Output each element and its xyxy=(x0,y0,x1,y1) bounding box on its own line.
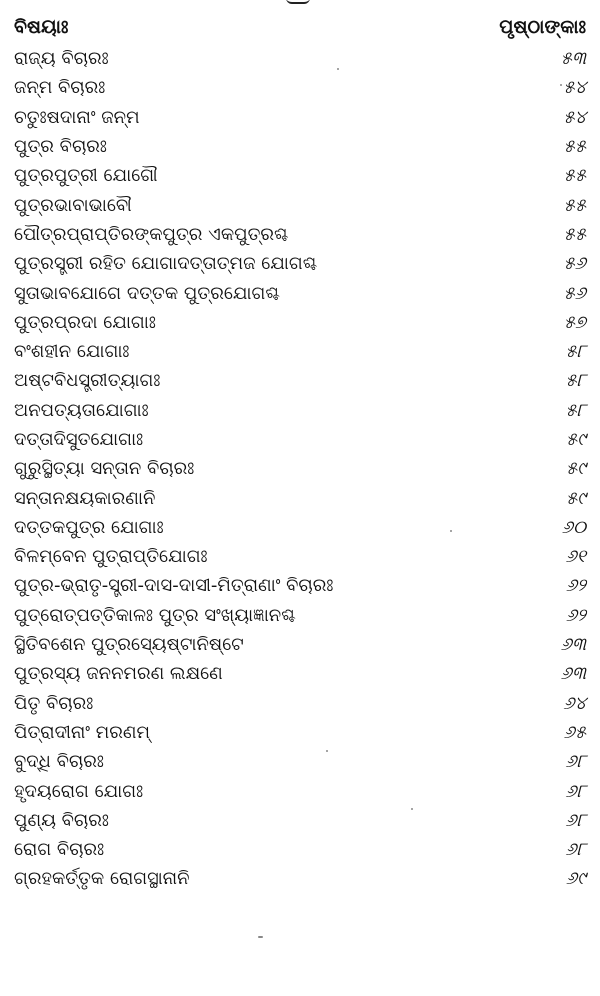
entry-title: ଗ୍ରହକର୍ତ୍ତୃକ ରୋଗସ୍ଥାନାନି xyxy=(14,868,190,890)
entry-page-number: ୬୦ xyxy=(561,516,586,538)
entry-page-number: ୫୪ xyxy=(563,106,586,128)
contents-row xyxy=(14,718,586,747)
entry-title: ରାଜ୍ୟ ବିଚାରଃ xyxy=(14,48,109,70)
contents-row xyxy=(14,806,586,835)
entry-title: ଚତୁଃଷଦାନାଂ ଜନ୍ମ xyxy=(14,106,140,128)
entry-page-number: ୫୫ xyxy=(563,165,586,187)
entry-page-number: ୫୮ xyxy=(565,341,586,363)
entry-page-number: ୫୯ xyxy=(565,487,586,509)
contents-row xyxy=(14,513,586,542)
entry-page-number: ୬୮ xyxy=(565,839,586,861)
entry-title: ଜନ୍ମ ବିଚାରଃ xyxy=(14,77,106,99)
entry-page-number: ୬୫ xyxy=(563,721,586,743)
entry-title: ଦତ୍ତକପୁତ୍ର ଯୋଗାଃ xyxy=(14,516,164,538)
print-speck xyxy=(411,808,413,810)
contents-row xyxy=(14,630,586,659)
contents-row xyxy=(14,571,586,600)
contents-row xyxy=(14,73,586,102)
contents-row xyxy=(14,454,586,483)
entry-title: ପୁତ୍ରସ୍ୟ ଜନନମରଣ ଲକ୍ଷଣେ xyxy=(14,663,223,685)
entry-title: ପୁତ୍ର ବିଚାରଃ xyxy=(14,136,107,158)
entry-page-number: ୬୮ xyxy=(565,780,586,802)
entry-title: ପୁତ୍ରପ୍ରଦା ଯୋଗାଃ xyxy=(14,311,156,333)
print-speck xyxy=(560,84,562,86)
entry-title: ଦତ୍ତାଦିସୁତଯୋଗାଃ xyxy=(14,429,144,450)
entry-page-number: ୫୬ xyxy=(563,253,586,275)
contents-row xyxy=(14,864,586,893)
contents-row xyxy=(14,308,586,337)
contents-row xyxy=(14,689,586,718)
entry-page-number: ୬୮ xyxy=(565,809,586,831)
entry-page-number: ୬୨ xyxy=(565,604,586,626)
entry-title: ଅଷ୍ଟବିଧସ୍ତ୍ରୀତ୍ୟାଗଃ xyxy=(14,370,161,392)
entry-page-number: ୬୩ xyxy=(560,634,586,656)
contents-row xyxy=(14,542,586,571)
contents-row xyxy=(14,483,586,512)
entry-title: ପୁତ୍ରଭାବାଭାବୌ xyxy=(14,194,132,216)
print-speck xyxy=(337,68,339,70)
entry-title: ପିତୃ ବିଚାରଃ xyxy=(14,692,94,714)
entry-page-number: ୫୩ xyxy=(560,48,586,70)
entry-page-number: ୬୩ xyxy=(560,663,586,685)
contents-header xyxy=(14,14,586,40)
contents-row xyxy=(14,601,586,630)
entry-title: ସୁତାଭାବଯୋଗେ ଦତ୍ତକ ପୁତ୍ରଯୋଗଶ୍ଚ xyxy=(14,282,280,304)
entry-title: ଅନପତ୍ୟତାଯୋଗାଃ xyxy=(14,399,149,421)
contents-list xyxy=(14,44,586,894)
entry-title: ସ୍ଥିତିବଶେନ ପୁତ୍ରସ୍ୟେଷ୍ଟାନିଷ୍ଟେ xyxy=(14,634,244,656)
page-top-mark xyxy=(286,0,310,4)
contents-row xyxy=(14,396,586,425)
entry-page-number: ୫୭ xyxy=(563,311,586,333)
contents-row xyxy=(14,132,586,161)
entry-title: ବିଳମ୍ବେନ ପୁତ୍ରାପ୍ତିଯୋଗଃ xyxy=(14,546,208,568)
contents-row xyxy=(14,249,586,278)
contents-row xyxy=(14,425,586,454)
contents-row xyxy=(14,835,586,864)
entry-page-number: ୫୬ xyxy=(563,282,586,304)
entry-title: ପୌତ୍ରପ୍ରାପ୍ତିରଙ୍କପୁତ୍ର ଏକପୁତ୍ରଶ୍ଚ xyxy=(14,223,289,245)
page-column-heading: ପୃଷ୍ଠାଙ୍କାଃ xyxy=(499,16,586,38)
print-speck xyxy=(258,936,263,938)
contents-row xyxy=(14,776,586,805)
entry-title: ପୁତ୍ରପୁତ୍ରୀ ଯୋଗୌ xyxy=(14,165,158,187)
entry-title: ପିତ୍ରାଦୀନାଂ ମରଣମ୍ xyxy=(14,721,150,743)
contents-row xyxy=(14,747,586,776)
entry-page-number: ୬୧ xyxy=(565,546,586,568)
entry-page-number: ୬୯ xyxy=(565,868,586,890)
entry-title: ପୁତ୍ରୋତ୍ପତ୍ତିକାଳଃ ପୁତ୍ର ସଂଖ୍ୟାଜ୍ଞାନଶ୍ଚ xyxy=(14,604,296,626)
contents-row xyxy=(14,44,586,73)
entry-page-number: ୫୮ xyxy=(565,399,586,421)
entry-page-number: ୫୯ xyxy=(565,429,586,450)
entry-title: ରୋଗ ବିଚାରଃ xyxy=(14,839,105,861)
entry-page-number: ୬୪ xyxy=(563,692,586,714)
subject-column-heading: ବିଷୟାଃ xyxy=(14,16,69,38)
entry-page-number: ୬୮ xyxy=(565,751,586,773)
entry-title: ହୃଦୟରୋଗ ଯୋଗଃ xyxy=(14,780,144,802)
entry-page-number: ୫୮ xyxy=(565,370,586,392)
entry-title: ଗୁରୁସ୍ଥିତ୍ୟା ସନ୍ତାନ ବିଚାରଃ xyxy=(14,458,195,480)
print-speck xyxy=(326,750,328,752)
entry-page-number: ୫୫ xyxy=(563,136,586,158)
entry-title: ପୁତ୍ରସ୍ତ୍ରୀ ରହିତ ଯୋଗାଦତ୍ତାତ୍ମଜ ଯୋଗଶ୍ଚ xyxy=(14,253,318,275)
entry-title: ବୁଦ୍ଧି ବିଚାରଃ xyxy=(14,751,104,773)
contents-row xyxy=(14,161,586,190)
entry-title: ସନ୍ତାନକ୍ଷୟକାରଣାନି xyxy=(14,487,156,509)
print-speck xyxy=(450,530,452,532)
entry-page-number: ୫୪ xyxy=(563,77,586,99)
entry-page-number: ୫୯ xyxy=(565,458,586,480)
entry-page-number: ୬୨ xyxy=(565,575,586,597)
entry-title: ପୁଣ୍ୟ ବିଚାରଃ xyxy=(14,809,109,831)
entry-title: ପୁତ୍ର-ଭ୍ରାତୃ-ସ୍ତ୍ରୀ-ଦାସ-ଦାସୀ-ମିତ୍ରାଣାଂ ବିଚାରଃ xyxy=(14,575,334,597)
contents-row xyxy=(14,220,586,249)
entry-title: ବଂଶହୀନ ଯୋଗାଃ xyxy=(14,341,130,363)
contents-row xyxy=(14,337,586,366)
contents-row xyxy=(14,659,586,688)
contents-row xyxy=(14,366,586,395)
contents-row xyxy=(14,103,586,132)
contents-row xyxy=(14,190,586,219)
contents-row xyxy=(14,278,586,307)
entry-page-number: ୫୫ xyxy=(563,194,586,216)
entry-page-number: ୫୫ xyxy=(563,223,586,245)
